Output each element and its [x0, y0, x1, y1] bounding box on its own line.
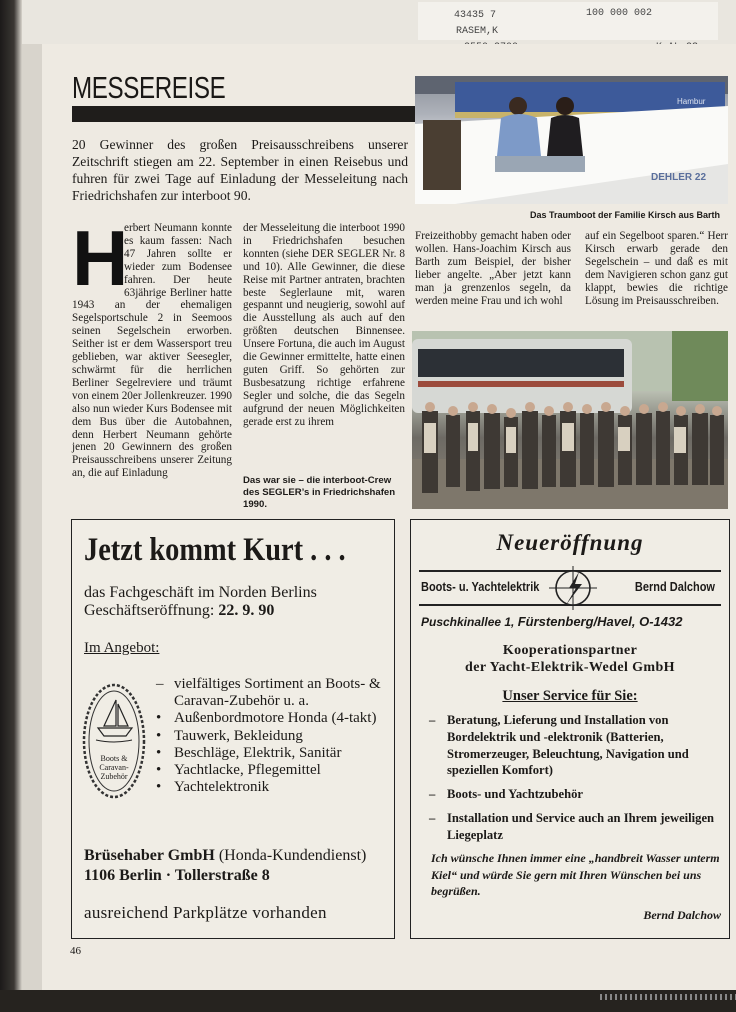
dot-bullet: •: [156, 710, 162, 727]
compass-lightning-icon: [549, 566, 597, 610]
drop-cap: H: [72, 214, 129, 302]
article-column-4: auf ein Segelboot sparen.“ Herr Kirsch erwarb gerade den Segelschein – und daß es mit dem Navigieren schon ganz gut klappt, bewies die richtige Lösung im Preisausschreiben.: [585, 230, 728, 307]
dot-bullet: •: [156, 727, 162, 744]
offer-item: [156, 762, 394, 779]
offer-item-text: Außenbordmotore Honda (4-takt): [174, 710, 377, 727]
article-column-3: Freizeithobby gemacht haben oder wollen. Hans-Joachim Kirsch aus Barth zum Beispiel, der bisher lieber angelte. „Aber jetzt kann man ja grenzenlos segeln, da werden meine Frau und ich wohl: [415, 230, 571, 307]
ad-kurt-company-note: (Honda-Kundendienst): [214, 847, 367, 864]
ad-dalchow-cooperation: [411, 642, 729, 676]
article-column-1: [72, 214, 232, 480]
ad-dalchow-logo-row: [419, 566, 721, 610]
service-item: [429, 712, 724, 779]
ad-kurt-company-line: [84, 846, 366, 866]
offer-item: [156, 745, 394, 762]
scanner-bottom-edge: [0, 990, 736, 1012]
boat-caravan-logo: [82, 682, 146, 800]
ad-dalchow-service-heading: Unser Service für Sie:: [502, 688, 638, 704]
offer-item-text: Beschläge, Elektrik, Sanitär: [174, 744, 342, 761]
article-intro: 20 Gewinner des großen Preisausschreibens unserer Zeitschrift stiegen am 22. September in einen Reisebus und fuhren für zwei Tage auf Einladung der Messeleitung nach Friedrichshafen zur interboot 90.: [72, 137, 408, 203]
boat-photo-caption: Das Traumboot der Familie Kirsch aus Barth: [530, 210, 721, 220]
boat-hull-label: DEHLER 22: [651, 172, 707, 183]
headline-bar: [72, 106, 415, 122]
ad-dalchow-service-list: [429, 712, 724, 851]
ad-dalchow-street: Puschkinallee 1,: [421, 615, 518, 629]
ad-dalchow-town: Fürstenberg/Havel, O-1432: [517, 614, 683, 629]
banner-label: Hambur: [677, 97, 706, 106]
label-line-2: RASEM,K: [456, 26, 499, 37]
article-headline: MESSEREISE: [72, 70, 226, 105]
dash-bullet: –: [429, 787, 436, 802]
ad-kurt-subtitle: [84, 584, 317, 620]
dot-bullet: •: [156, 744, 162, 761]
ad-kurt-company-name: Brüsehaber GmbH: [84, 847, 215, 864]
dot-bullet: •: [156, 762, 162, 779]
ad-kurt-subtitle-line-2: [84, 602, 317, 620]
ad-kurt-title: Jetzt kommt Kurt . . .: [84, 532, 346, 568]
ad-dalchow-address: [421, 614, 682, 629]
offer-item: [156, 779, 394, 796]
crew-photo-caption: Das war sie – die interboot-Crew des SEGLER’s in Friedrichshafen 1990.: [243, 475, 396, 510]
logo-text: Boots & Caravan-Zubehör: [99, 754, 129, 781]
boat-photo: [415, 76, 728, 204]
crew-photo-illustration: [412, 331, 728, 509]
service-item: [429, 786, 724, 803]
ad-jetzt-kommt-kurt: [71, 519, 395, 939]
offer-item-text: vielfältiges Sortiment an Boots- & Caravan-Zubehör u. a.: [174, 676, 381, 710]
coop-line-2: der Yacht-Elektrik-Wedel GmbH: [465, 660, 675, 675]
label-line-1-left: 43435 7: [454, 10, 497, 21]
dot-bullet: •: [156, 779, 162, 796]
boat-photo-illustration: [415, 76, 728, 204]
ad-kurt-offer-heading: Im Angebot:: [84, 640, 160, 656]
dash-bullet: –: [429, 810, 436, 825]
sailboat-icon: [82, 682, 146, 800]
label-line-1-right: 100 000 002: [586, 8, 653, 19]
offer-item: [156, 728, 394, 745]
ad-neueroeffnung: [410, 519, 730, 939]
ad-dalchow-logo-left: Boots- u. Yachtelektrik: [421, 580, 540, 594]
library-label: [418, 2, 718, 40]
offer-item-text: Yachtlacke, Pflegemittel: [174, 762, 321, 779]
ad-kurt-offer-list: [156, 676, 394, 796]
article-column-1-text: erbert Neumann konnte es kaum fassen: Nach 47 Jahren sollte er wieder zum Bodensee fahren. Der heute 63jährige Berliner hatte 1943 an der ehemaligen Segelsportschule 2 in Seemoos seinen Segelschein erworben. Seither ist er dem Wassersport treu geblieben, war aktiver Seesegler, schwärmt für die herrlichen Berliner Segelreviere und träumt von einem 20er Jollenkreuzer. 1990 also nun wieder Kurs Bodensee mit dem Bus über die Autobahnen, denn Herbert Neumann gehörte jenen 20 Gewinnern des großen Preisausschreibens unserer Zeitung an, die auf Einladung: [72, 222, 232, 480]
coop-line-1: Kooperationspartner: [502, 643, 638, 658]
ad-kurt-opening-date: 22. 9. 90: [218, 602, 275, 619]
ad-kurt-address-text: 1106 Berlin · Tollerstraße 8: [84, 867, 270, 884]
offer-item-text: Tauwerk, Bekleidung: [174, 727, 303, 744]
ad-dalchow-closing: Ich wünsche Ihnen immer eine „handbreit Wasser unterm Kiel“ und würde Sie gern mit Ihren Wünschen bei uns begrüßen.: [431, 851, 720, 898]
service-item-text: Beratung, Lieferung und Installation von Bordelektrik und -elektronik (Batterien, Stromerzeuger, Beleuchtung, Navigation und speziellen Komfort): [447, 713, 689, 778]
offer-item: [156, 676, 394, 710]
ad-dalchow-signature: Bernd Dalchow: [643, 908, 721, 922]
page-number: 46: [70, 945, 81, 957]
dash-bullet: –: [156, 676, 164, 692]
service-item-text: Boots- und Yachtzubehör: [447, 787, 583, 802]
ad-kurt-footer: ausreichend Parkplätze vorhanden: [84, 903, 327, 922]
service-item-text: Installation und Service auch an Ihrem jeweiligen Liegeplatz: [447, 810, 715, 842]
service-item: [429, 810, 724, 844]
dash-bullet: –: [429, 713, 436, 727]
crew-photo: [412, 331, 728, 509]
ad-kurt-company: [84, 846, 366, 886]
offer-item-text: Yachtelektronik: [174, 779, 270, 796]
ad-kurt-address: [84, 866, 366, 886]
scanner-ruler: [600, 994, 736, 1000]
ad-kurt-subtitle-line-1: das Fachgeschäft im Norden Berlins: [84, 584, 317, 601]
offer-item: [156, 710, 394, 727]
article-column-2: der Messeleitung die interboot 1990 in Friedrichshafen besuchen konnten (siehe DER SEGLER Nr. 8 und 10). Alle Gewinner, die diese Reise mit Partner antraten, brachten beste Seglerlaune mit, waren gespannt und neugierig, sowohl auf die Ausstellung als auch auf den größten deutschen Binnensee. Unsere Fortuna, die auch im August die Gewinner ermittelte, hatte einen guten Griff. So gehörten zur Busbesatzung richtige erfahrene Segler und solche, die das Segeln aufgrund der neuen Möglichkeiten gerade erst zu ihrem: [243, 222, 405, 428]
ad-dalchow-logo-right: Bernd Dalchow: [634, 580, 715, 594]
ad-kurt-opening-label: Geschäftseröffnung:: [84, 602, 219, 619]
ad-dalchow-title: Neueröffnung: [496, 530, 644, 555]
